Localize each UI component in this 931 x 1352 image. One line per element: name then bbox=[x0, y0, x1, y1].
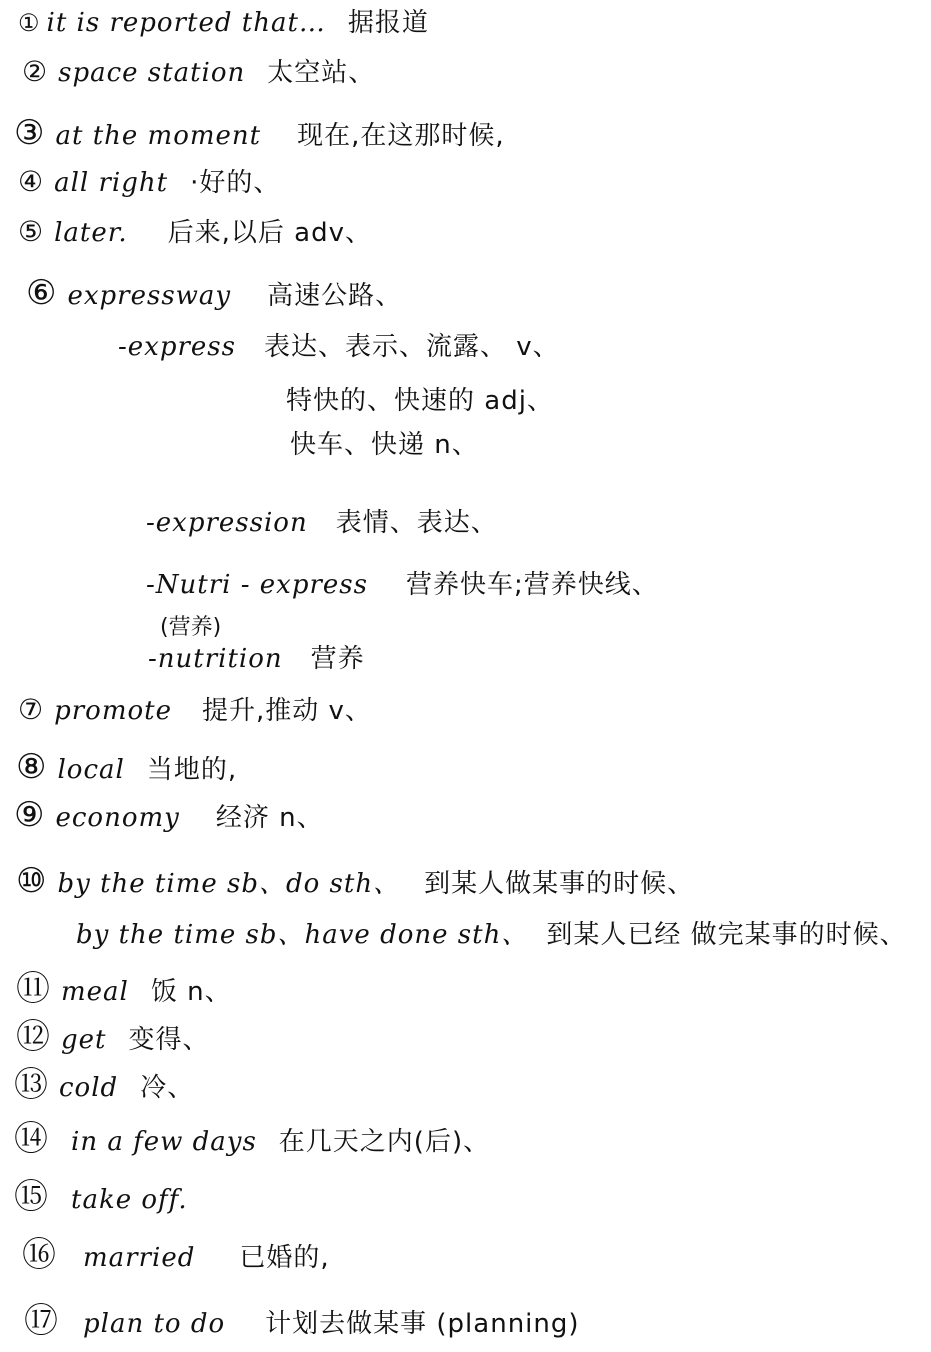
note-line-11 bbox=[16, 969, 232, 1009]
chinese-meaning: 表达、表示、流露、 v、 bbox=[263, 332, 560, 362]
english-term: expressway bbox=[67, 281, 232, 311]
item-number: ⑪ bbox=[16, 969, 51, 1009]
english-term: meal bbox=[61, 977, 129, 1007]
english-term: -expression bbox=[146, 508, 308, 538]
english-term: cold bbox=[59, 1073, 119, 1103]
english-term: in a few days bbox=[71, 1127, 257, 1157]
english-term: -nutrition bbox=[148, 644, 283, 674]
english-term: take off. bbox=[71, 1185, 188, 1215]
chinese-meaning: 快车、快递 n、 bbox=[290, 430, 479, 460]
note-subline-express-adj bbox=[286, 388, 554, 414]
english-term: by the time sb、have done sth、 bbox=[76, 920, 529, 950]
nutri-annotation: (营养) bbox=[160, 615, 222, 640]
chinese-meaning: 据报道 bbox=[347, 8, 429, 38]
note-line-14 bbox=[14, 1119, 491, 1159]
chinese-meaning: 营养快车;营养快线、 bbox=[405, 570, 659, 600]
chinese-meaning: 到某人已经 做完某事的时候、 bbox=[546, 920, 907, 950]
note-subline-express bbox=[118, 334, 560, 360]
note-line-9 bbox=[14, 795, 324, 835]
chinese-meaning: 经济 n、 bbox=[215, 803, 324, 833]
chinese-meaning: ·好的、 bbox=[190, 168, 281, 198]
english-term: -Nutri - express bbox=[146, 570, 368, 600]
chinese-meaning: 在几天之内(后)、 bbox=[278, 1127, 491, 1157]
note-line-5 bbox=[18, 215, 372, 248]
item-number: ⑰ bbox=[24, 1301, 59, 1341]
note-line-4 bbox=[18, 165, 281, 198]
item-number: ⑨ bbox=[14, 795, 46, 835]
english-term: local bbox=[57, 755, 125, 785]
item-number: ⑯ bbox=[22, 1235, 57, 1275]
english-term: space station bbox=[58, 58, 246, 88]
english-term: -express bbox=[118, 332, 236, 362]
note-line-12 bbox=[16, 1017, 210, 1057]
item-number: ⑭ bbox=[14, 1119, 49, 1159]
item-number: ② bbox=[22, 55, 49, 88]
chinese-meaning: 饭 n、 bbox=[150, 977, 232, 1007]
chinese-meaning: 到某人做某事的时候、 bbox=[424, 869, 695, 899]
note-line-17 bbox=[24, 1301, 580, 1341]
chinese-meaning: 高速公路、 bbox=[267, 281, 403, 311]
chinese-meaning: 变得、 bbox=[128, 1025, 210, 1055]
english-term: by the time sb、do sth、 bbox=[57, 869, 401, 899]
note-line-10 bbox=[16, 861, 695, 901]
chinese-meaning: 后来,以后 adv、 bbox=[167, 218, 372, 248]
item-number: ⑦ bbox=[18, 693, 45, 726]
note-line-15 bbox=[14, 1177, 210, 1217]
chinese-meaning: 当地的, bbox=[146, 755, 238, 785]
item-number: ③ bbox=[14, 113, 46, 153]
english-term: economy bbox=[55, 803, 180, 833]
item-number: ⑧ bbox=[16, 747, 48, 787]
note-line-1 bbox=[18, 10, 429, 36]
note-subline-expression bbox=[146, 510, 498, 536]
item-number: ⑬ bbox=[14, 1065, 49, 1105]
chinese-meaning: 计划去做某事 (planning) bbox=[265, 1309, 580, 1339]
chinese-meaning: 已婚的, bbox=[239, 1243, 330, 1273]
english-term: all right bbox=[54, 168, 169, 198]
note-subline-express-noun bbox=[290, 432, 479, 458]
item-number: ⑤ bbox=[18, 215, 45, 248]
item-number: ④ bbox=[18, 165, 45, 198]
item-number: ⑩ bbox=[16, 861, 48, 901]
item-number: ① bbox=[18, 9, 41, 37]
chinese-meaning: 太空站、 bbox=[267, 58, 376, 88]
chinese-meaning: 现在,在这那时候, bbox=[297, 121, 505, 151]
note-line-3 bbox=[14, 113, 505, 153]
english-term: married bbox=[83, 1243, 196, 1273]
english-term: promote bbox=[54, 696, 172, 726]
item-number: ⑥ bbox=[26, 273, 58, 313]
note-line-13 bbox=[14, 1065, 195, 1105]
english-term: later. bbox=[54, 218, 128, 248]
note-line-7 bbox=[18, 693, 372, 726]
chinese-meaning: 冷、 bbox=[140, 1073, 195, 1103]
item-number: ⑮ bbox=[14, 1177, 49, 1217]
chinese-meaning: 营养 bbox=[310, 644, 365, 674]
note-line-16 bbox=[22, 1235, 330, 1275]
item-number: ⑫ bbox=[16, 1017, 51, 1057]
note-subline-nutri-express bbox=[146, 572, 659, 598]
note-line-2 bbox=[22, 55, 376, 88]
english-term: at the moment bbox=[55, 121, 262, 151]
chinese-meaning: 特快的、快速的 adj、 bbox=[286, 386, 554, 416]
note-line-10b bbox=[76, 922, 907, 948]
english-term: get bbox=[61, 1025, 107, 1055]
chinese-meaning: 提升,推动 v、 bbox=[201, 696, 372, 726]
english-term: plan to do bbox=[83, 1309, 226, 1339]
english-term: it is reported that… bbox=[46, 8, 326, 38]
note-subline-nutrition bbox=[148, 646, 365, 672]
note-line-6 bbox=[26, 273, 403, 313]
note-line-8 bbox=[16, 747, 238, 787]
chinese-meaning: 表情、表达、 bbox=[335, 508, 498, 538]
